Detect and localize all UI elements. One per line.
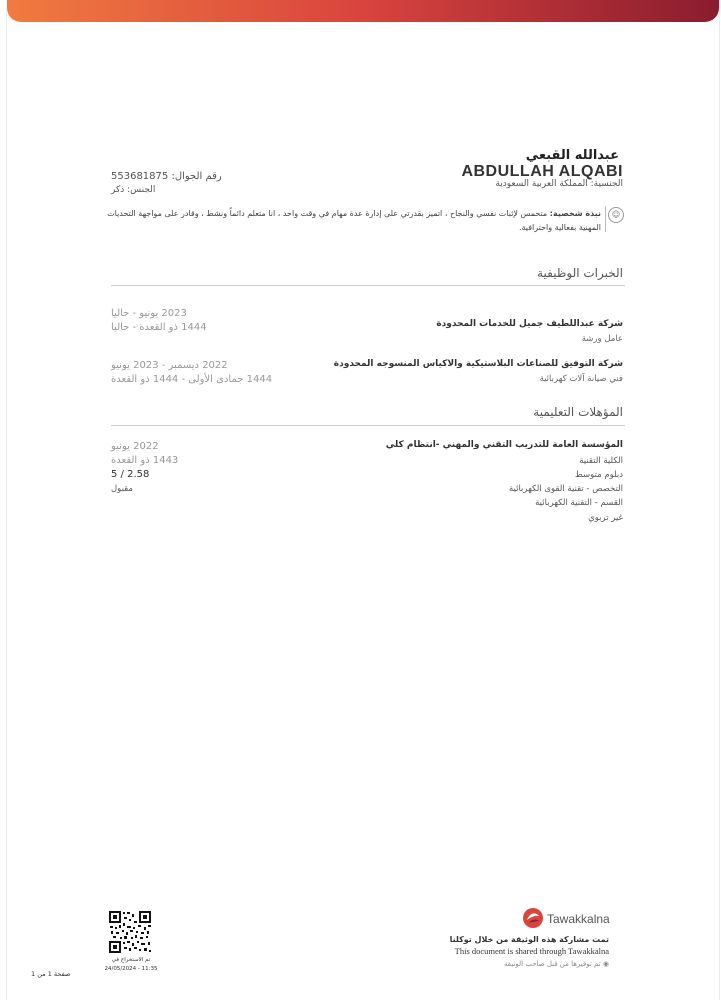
extraction-timestamp: 24/05/2024 - 11:35 bbox=[104, 966, 158, 972]
name-english: ABDULLAH ALQABI bbox=[461, 163, 623, 180]
experience-date-gregorian: 2022 ديسمبر - 2023 يونيو bbox=[111, 360, 228, 371]
experience-divider bbox=[111, 285, 625, 286]
verification-text: تم توفيرها من قبل صاحب الوثيقة bbox=[504, 960, 601, 968]
experience-company: شركة عبداللطيف جميل للخدمات المحدودة bbox=[436, 319, 623, 329]
phone-number: رقم الجوال: 553681875 bbox=[111, 171, 222, 182]
education-status: مقبول bbox=[111, 484, 133, 494]
gender: الجنس: ذكر bbox=[111, 185, 156, 195]
education-date-gregorian: 2022 يونيو bbox=[111, 441, 159, 452]
education-date-hijri: 1443 ذو القعدة bbox=[111, 455, 179, 466]
person-badge-icon: ☺ bbox=[608, 207, 624, 223]
education-degree: دبلوم متوسط bbox=[574, 470, 623, 480]
education-institution: المؤسسة العامة للتدريب التقني والمهني -انتظام كلي bbox=[385, 440, 623, 450]
experience-date-hijri: 1444 ذو القعدة - حاليا bbox=[111, 322, 207, 333]
experience-section-title: الخبرات الوظيفية bbox=[537, 266, 623, 280]
education-college: الكلية التقنية bbox=[579, 456, 623, 466]
verification-note bbox=[504, 960, 609, 968]
brand-name: Tawakkalna bbox=[547, 912, 610, 926]
verified-icon: ◉ bbox=[602, 960, 609, 968]
experience-date-gregorian: 2023 يونيو - حاليا bbox=[111, 308, 187, 319]
education-section-title: المؤهلات التعليمية bbox=[533, 405, 623, 419]
bio-body: متحمس لإثبات نفسي والنجاح ، اتميز بقدرتي على إدارة عدة مهام في وقت واحد ، انا متعلم دائماً ونشط ، وقادر على مواجهة التحديات المهنية بفعالية واحترافية. bbox=[107, 209, 601, 232]
experience-role: فني صيانة آلات كهربائية bbox=[539, 374, 623, 384]
education-divider bbox=[111, 425, 625, 426]
shared-notice-arabic: تمت مشاركة هذه الوثيقة من خلال توكلنا bbox=[449, 935, 609, 944]
qr-code bbox=[108, 910, 152, 954]
education-grade: 5 / 2.58 bbox=[111, 469, 150, 480]
education-major: التخصص - تقنية القوى الكهربائية bbox=[508, 484, 623, 494]
education-department: القسم - التقنية الكهربائية bbox=[535, 498, 623, 508]
experience-company: شركة التوفيق للصناعات البلاستيكية والاكياس المنسوجه المحدودة bbox=[333, 359, 623, 369]
bio-text bbox=[107, 207, 601, 235]
name-arabic: عبدالله القبعي bbox=[525, 148, 619, 163]
nationality: الجنسية: المملكة العربية السعودية bbox=[495, 179, 623, 189]
page-number: صفحة 1 من 1 bbox=[31, 970, 71, 978]
education-type: غير تربوي bbox=[588, 513, 623, 523]
bio-divider bbox=[605, 206, 606, 232]
document-page bbox=[6, 0, 720, 1000]
tawakkalna-logo bbox=[521, 906, 545, 930]
brand-header-bar bbox=[7, 0, 719, 22]
shared-notice-english: This document is shared through Tawakkalna bbox=[454, 946, 609, 956]
experience-role: عامل ورشة bbox=[581, 334, 623, 344]
extraction-label: تم الاستخراج في bbox=[111, 957, 151, 963]
bio-label: نبذة شخصية: bbox=[549, 209, 601, 218]
experience-date-hijri: 1444 جمادى الأولى - 1444 ذو القعدة bbox=[111, 374, 273, 385]
